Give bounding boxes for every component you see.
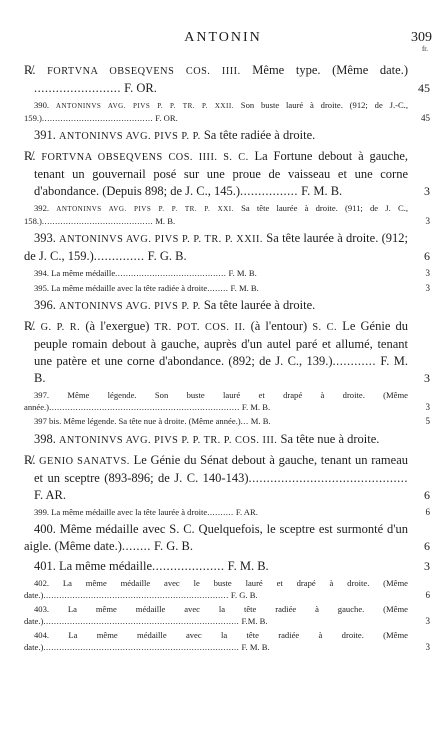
dot-leader: ........................ xyxy=(34,81,121,95)
entry-description xyxy=(24,604,408,627)
entry-text: 396. xyxy=(34,298,59,312)
entry-text: F. M. B. xyxy=(34,354,408,385)
catalog-entry-390 xyxy=(24,100,430,124)
catalog-entry-402 xyxy=(24,578,430,601)
legend-inscription: ANTONINVS AVG. PIVS P. P. xyxy=(59,301,201,312)
dot-leader: .......................................................................... xyxy=(43,615,240,626)
entry-text: Son buste lauré à droite. (912; de J.-C., 159.) xyxy=(24,100,408,123)
legend-inscription: ANTONINVS AVG. PIVS P. P. TR. P. COS. III. xyxy=(59,434,278,446)
entry-text: 393. xyxy=(34,231,60,245)
dot-leader: ........ xyxy=(121,539,151,553)
catalog-entry-404 xyxy=(24,630,430,653)
legend-inscription: GENIO SANATVS. xyxy=(39,455,130,467)
entry-text: F. AR. xyxy=(233,506,258,517)
catalog-entry-399 xyxy=(24,507,430,519)
legend-inscription: FORTVNA OBSEQVENS COS. IIII. S. C. xyxy=(41,152,249,163)
entry-text: M. B. xyxy=(248,416,271,426)
entry-text: Le Génie du peuple romain debout à gauche, auprès d'un autel paré et allumé, tenant une patère et une corne d'abondance. (892; de J. C., 139.) xyxy=(34,319,408,368)
entry-text: F.M. B. xyxy=(239,615,268,626)
price-value: 3 xyxy=(425,615,430,626)
legend-inscription: ANTONINVS AVG. PIVS P. P. TR. P. XXII. xyxy=(59,234,263,245)
price-value: 3 xyxy=(424,371,430,385)
legend-inscription: FORTVNA OBSEQVENS COS. IIII. xyxy=(47,66,241,77)
entry-text: La Fortune debout à gauche, tenant un gouvernail posé sur une proue de vaisseau et une corne d'abondance. (Depuis 898; de J. C., 145.) xyxy=(34,149,408,198)
running-header xyxy=(0,30,446,53)
catalog-entry-397bis xyxy=(24,416,430,428)
entry-description xyxy=(24,297,408,315)
catalog-entry-392 xyxy=(24,203,430,227)
dot-leader: .......................................... xyxy=(41,112,154,123)
catalog-entry-397 xyxy=(24,390,430,413)
price-value: 6 xyxy=(424,487,430,502)
catalog-entry-rev-389 xyxy=(24,62,430,97)
entry-text: 403. La même médaille avec la tête radiée à gauche. (Même date.) xyxy=(24,604,408,626)
entry-text: 402. La même médaille avec le buste lauré et drapé à droite. (Même date.) xyxy=(24,578,408,600)
legend-inscription: ANTONINVS AVG. PIVS P. P. TR. P. XXII. xyxy=(55,102,234,110)
entry-text: F. AR. xyxy=(34,487,67,502)
entry-text: R̸. xyxy=(24,149,42,163)
entry-text: 392. xyxy=(34,203,57,213)
dot-leader: ...................................................................... xyxy=(43,589,229,600)
entry-text: 399. La même médaille avec la tête laurée à droite xyxy=(34,506,208,517)
dot-leader: .......................................... xyxy=(41,215,154,226)
entry-text: F. OR. xyxy=(153,112,178,123)
signature-mark: fr. xyxy=(421,45,428,53)
dot-leader: ................ xyxy=(240,184,299,198)
entry-text: 398. xyxy=(34,431,59,446)
entry-description xyxy=(24,283,408,295)
entry-text: R̸. xyxy=(24,63,48,77)
entry-description xyxy=(24,452,408,504)
entry-text: 401. La même médaille xyxy=(34,559,153,573)
catalog-entry-398 xyxy=(24,431,430,449)
dot-leader: .......................................................................... xyxy=(43,641,240,652)
entry-description xyxy=(24,431,408,449)
entry-text: R̸. xyxy=(24,452,40,467)
entry-text: 395. La même médaille avec la tête radiée à droite xyxy=(34,282,208,293)
dot-leader: ........................................................................ xyxy=(49,401,240,412)
legend-inscription: G. P. R. xyxy=(40,322,81,333)
dot-leader: ........ xyxy=(207,282,229,293)
catalog-entry-rev-391 xyxy=(24,148,430,200)
catalog-entry-rev-398 xyxy=(24,452,430,504)
price-value: 6 xyxy=(424,539,430,553)
price-value: 6 xyxy=(424,249,430,263)
entry-description xyxy=(24,507,408,519)
price-value: 3 xyxy=(425,282,430,293)
entry-description xyxy=(24,203,408,227)
price-value: 3 xyxy=(425,215,430,226)
entry-description xyxy=(24,558,408,575)
entry-text: 404. La même médaille avec la tête radiée à droite. (Même date.) xyxy=(24,630,408,652)
price-value: 45 xyxy=(421,112,430,123)
entry-text: F. M. B. xyxy=(239,641,270,652)
entry-description xyxy=(24,318,408,387)
entry-description xyxy=(24,268,408,280)
entry-text: Sa tête radiée à droite. xyxy=(200,128,316,142)
dot-leader: .......................................... xyxy=(115,268,227,278)
entry-description xyxy=(24,521,408,555)
dot-leader: ... xyxy=(240,416,249,426)
page-title: ANTONIN xyxy=(184,30,262,45)
entry-text: Même type. (Même date.) xyxy=(240,63,408,77)
entry-text: Le Génie du Sénat debout à gauche, tenant un rameau et un sceptre (893-896; de J. C. 140-143) xyxy=(34,452,408,485)
dot-leader: .......... xyxy=(207,506,234,517)
entry-text: M. B. xyxy=(153,215,176,226)
price-value: 3 xyxy=(425,401,430,412)
entry-description xyxy=(24,390,408,413)
entry-text: F. G. B. xyxy=(228,589,258,600)
catalog-entry-391 xyxy=(24,127,430,145)
entry-text: F. M. B. xyxy=(228,282,259,293)
entry-description xyxy=(24,127,408,145)
entry-text: Sa tête laurée à droite. xyxy=(200,298,316,312)
entry-description xyxy=(24,416,408,428)
entry-text: F. OR. xyxy=(121,81,157,95)
entry-text: F. M. B. xyxy=(239,401,271,412)
catalog-entries xyxy=(24,62,430,656)
entry-text: R̸. xyxy=(24,319,41,333)
price-value: 3 xyxy=(425,268,430,278)
page-number: 309 xyxy=(411,30,432,45)
entry-text: Sa tête laurée à droite. (911; de J. C., 158.) xyxy=(24,203,408,226)
catalog-entry-395 xyxy=(24,283,430,295)
entry-text: Sa tête nue à droite. xyxy=(277,431,380,446)
catalog-entry-401 xyxy=(24,558,430,575)
entry-text: 397. Même légende. Son buste lauré et drapé à droite. (Même année.) xyxy=(24,390,408,412)
catalog-entry-396 xyxy=(24,297,430,315)
legend-inscription: ANTONINVS AVG. PIVS P. P. xyxy=(59,131,201,142)
entry-description xyxy=(24,100,408,124)
price-value: 3 xyxy=(424,184,430,198)
dot-leader: ............ xyxy=(332,354,377,368)
entry-text: 400. Même médaille avec S. C. Quelquefois, le sceptre est surmonté d'un aigle. (Même date.) xyxy=(24,522,408,553)
entry-text: 390. xyxy=(34,100,56,110)
price-value: 6 xyxy=(425,589,430,600)
entry-description xyxy=(24,630,408,653)
catalog-entry-394 xyxy=(24,268,430,280)
dot-leader: .............. xyxy=(93,249,145,263)
dot-leader: .................... xyxy=(152,559,225,573)
entry-text: (à l'entour) xyxy=(245,319,313,333)
entry-text: (à l'exergue) xyxy=(80,319,155,333)
legend-inscription: TR. POT. COS. II. xyxy=(154,322,246,333)
entry-text: 394. La même médaille xyxy=(34,268,116,278)
catalog-entry-403 xyxy=(24,604,430,627)
entry-description xyxy=(24,62,408,97)
entry-text: F. G. B. xyxy=(144,249,187,263)
catalog-entry-400 xyxy=(24,521,430,555)
entry-description xyxy=(24,230,408,265)
price-value: 3 xyxy=(424,559,430,573)
entry-text: F. M. B. xyxy=(226,268,257,278)
entry-text: 397 bis. Même légende. Sa tête nue à droite. (Même année.) xyxy=(34,416,241,426)
catalog-entry-rev-396 xyxy=(24,318,430,387)
entry-text: F. M. B. xyxy=(224,559,269,573)
price-value: 6 xyxy=(425,506,430,517)
entry-description xyxy=(24,148,408,200)
price-value: 5 xyxy=(425,416,430,426)
entry-text: 391. xyxy=(34,128,59,142)
dot-leader: ............................................ xyxy=(248,470,408,485)
legend-inscription: ANTONINVS AVG. PIVS P. P. TR. P. XXI. xyxy=(56,205,234,213)
catalog-entry-393 xyxy=(24,230,430,265)
legend-inscription: S. C. xyxy=(312,322,338,333)
entry-text: F. M. B. xyxy=(298,184,343,198)
price-value: 45 xyxy=(418,81,430,95)
entry-description xyxy=(24,578,408,601)
entry-text: Sa tête laurée à droite. (912; de J. C., 159.) xyxy=(24,231,409,263)
entry-text: F. G. B. xyxy=(150,539,193,553)
price-value: 3 xyxy=(425,641,430,652)
